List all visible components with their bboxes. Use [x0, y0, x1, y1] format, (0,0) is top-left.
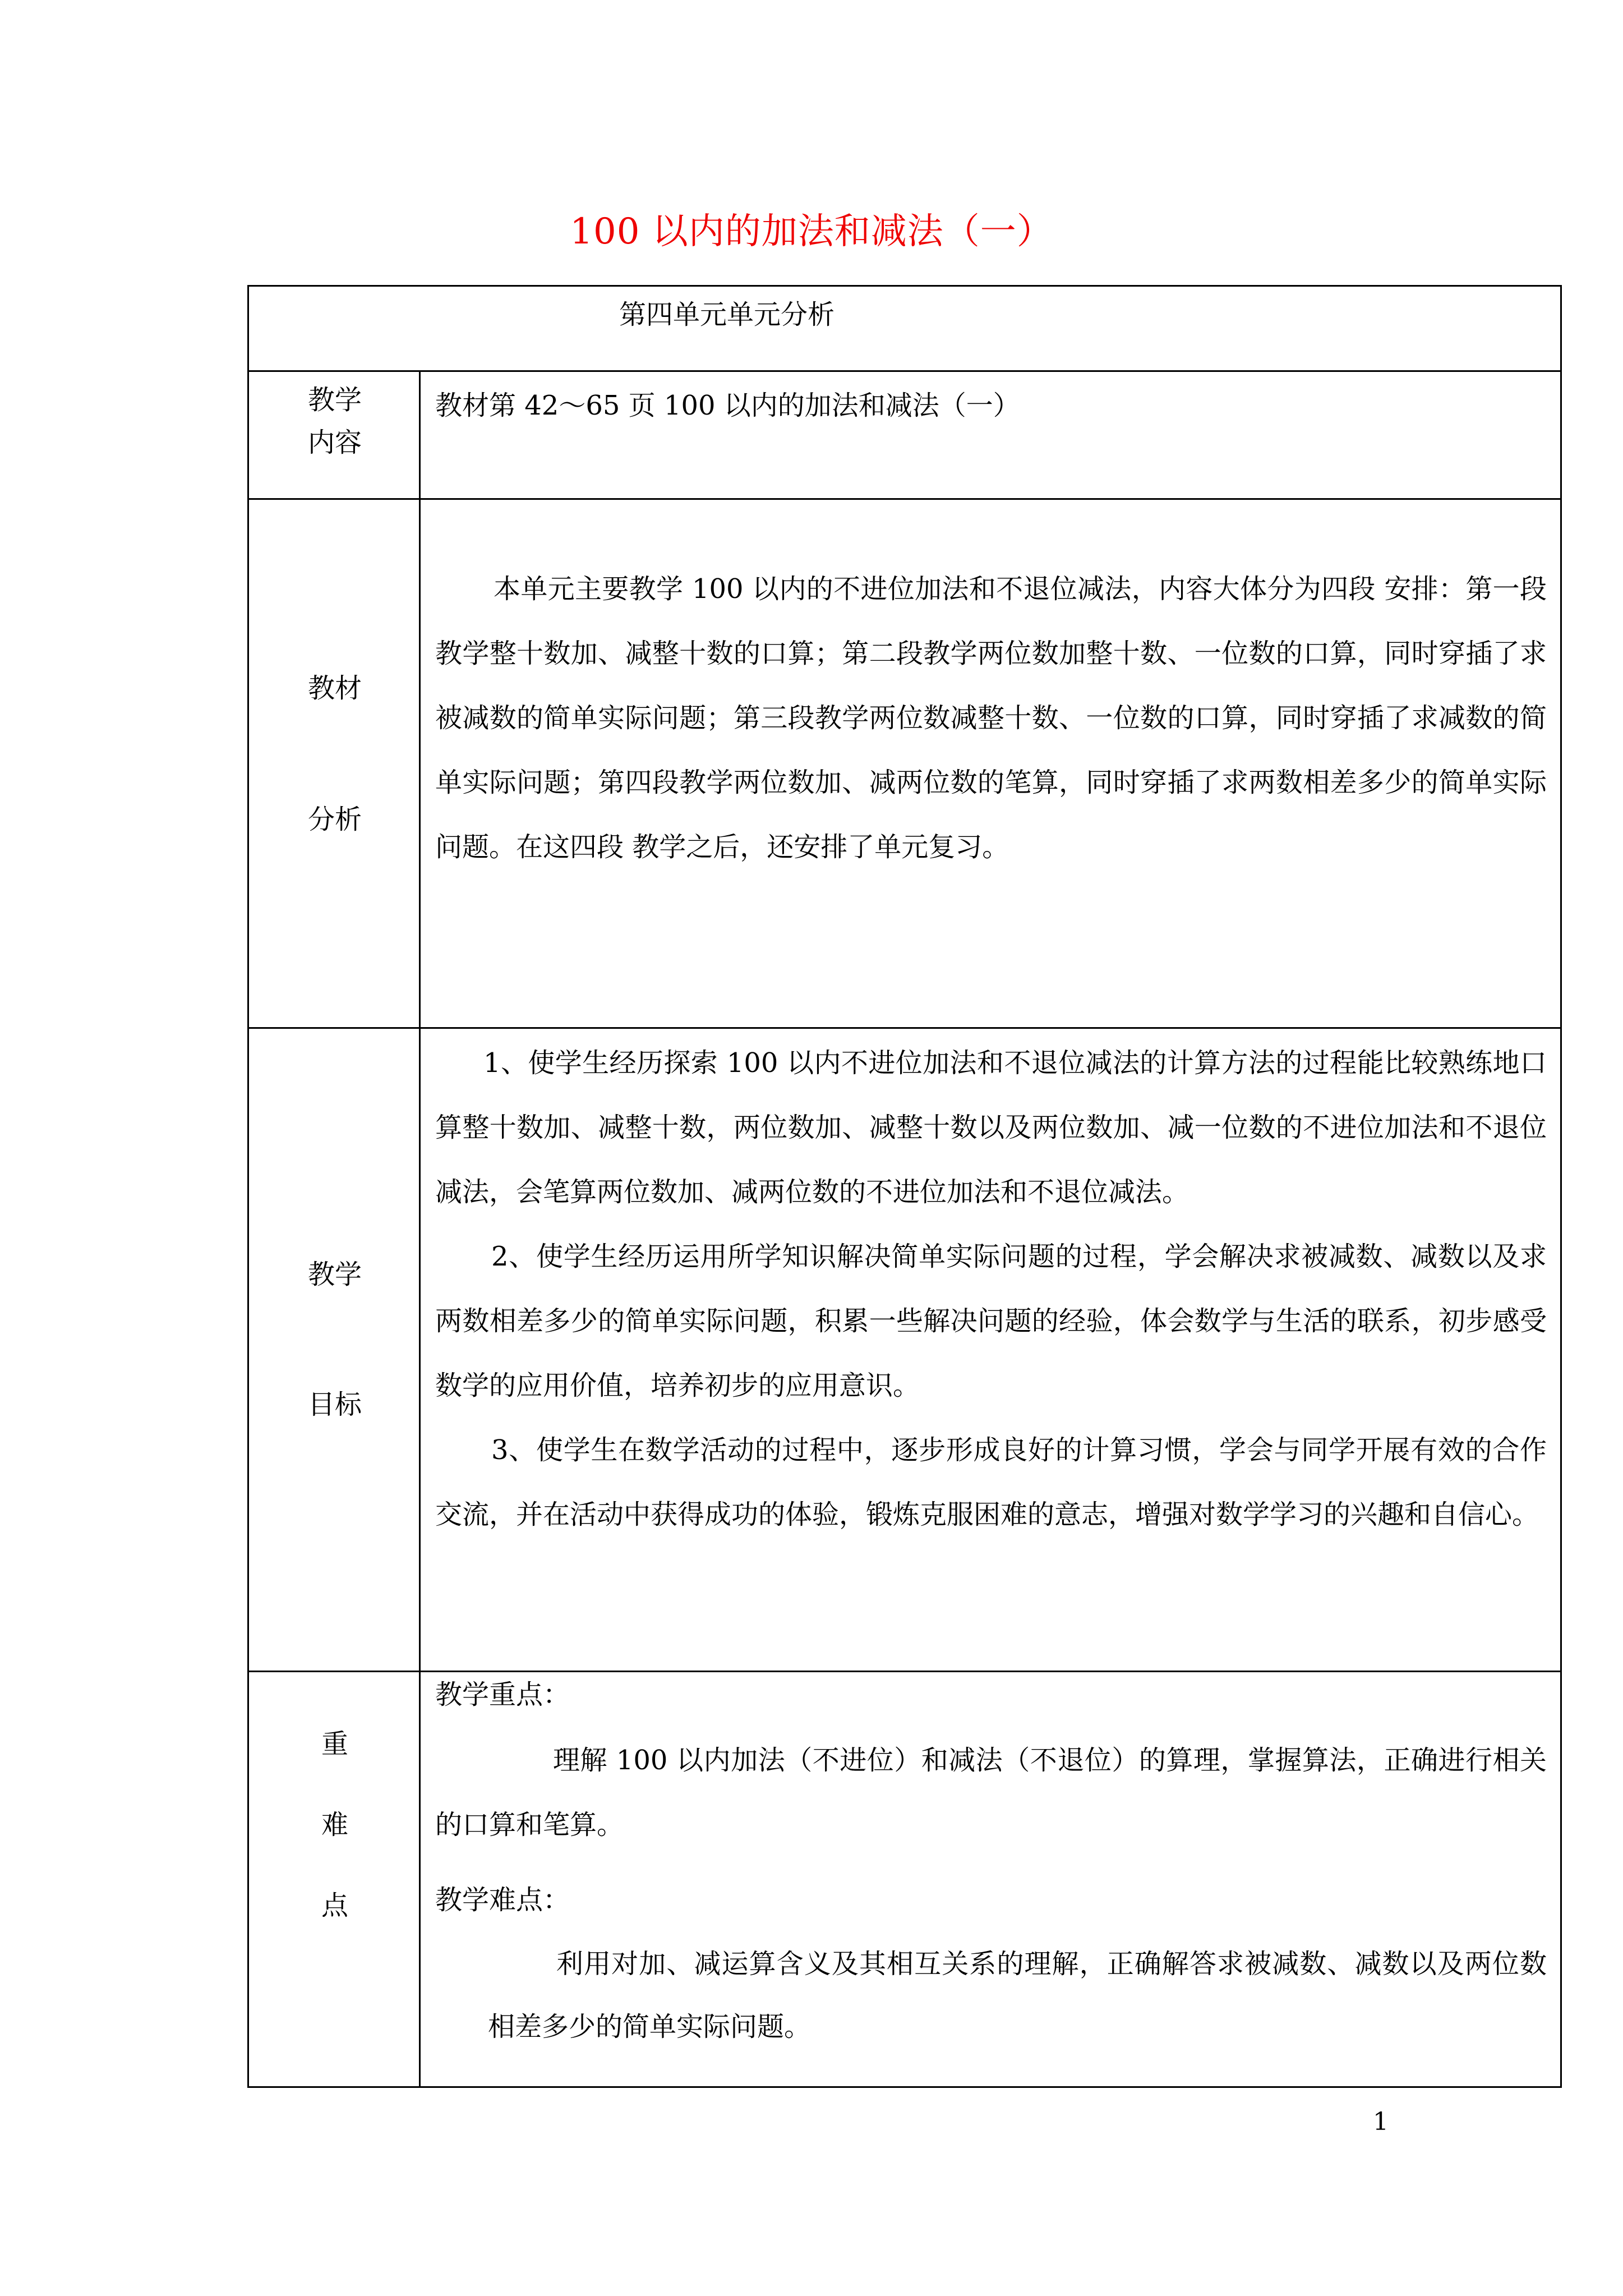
label-line: 教学	[307, 384, 362, 416]
label-line: 难	[321, 1809, 348, 1841]
table-row-teaching-goals	[249, 1029, 1560, 1672]
goal-item: 1、使学生经历探索 100 以内不进位加法和不退位减法的计算方法的过程能比较熟练地口算整十数加、减整十数，两位数加、减整十数以及两位数加、减一位数的不进位加法和不退位减法，会笔算两位数加、减两位数的不进位加法和不退位减法。	[435, 1047, 1547, 1208]
table-row-material-analysis	[249, 500, 1560, 1029]
cell-teaching-content	[421, 372, 1560, 498]
label-line: 内容	[307, 427, 362, 458]
cell-key-difficult-points	[421, 1672, 1560, 2086]
unit-analysis-table	[247, 285, 1562, 2088]
label-line: 目标	[307, 1389, 362, 1420]
table-header: 第四单元单元分析	[619, 299, 835, 330]
material-analysis-text: 本单元主要教学 100 以内的不进位加法和不退位减法，内容大体分为四段 安排：第一段教学整十数加、减整十数的口算；第二段教学两位数加整十数、一位数的口算，同时穿插了求被减数的简单实际问题；第三段教学两位数减整十数、一位数的口算，同时穿插了求减数的简单实际问题；第四段教学两位数加、减两位数的笔算，同时穿插了求两数相差多少的简单实际问题。在这四段 教学之后，还安排了单元复习。	[435, 573, 1547, 863]
cell-material-analysis	[421, 500, 1560, 1027]
label-line: 重	[321, 1728, 348, 1760]
document-title: 100 以内的加法和减法（一）	[570, 211, 1053, 252]
teaching-content-text: 教材第 42～65 页 100 以内的加法和减法（一）	[435, 390, 1020, 421]
label-key-difficult-points	[249, 1672, 421, 2086]
table-row-teaching-content	[249, 372, 1560, 500]
label-line: 点	[321, 1890, 348, 1921]
page-number: 1	[1373, 2108, 1389, 2136]
label-line: 分析	[307, 804, 362, 835]
cell-teaching-goals	[421, 1029, 1560, 1671]
key-point-heading: 教学重点：	[435, 1679, 570, 1710]
label-material-analysis	[249, 500, 421, 1027]
difficulty-text: 利用对加、减运算含义及其相互关系的理解，正确解答求被减数、减数以及两位数相差多少的简单实际问题。	[488, 1948, 1547, 2042]
difficulty-heading: 教学难点：	[435, 1884, 570, 1916]
key-point-text: 理解 100 以内加法（不进位）和减法（不退位）的算理，掌握算法，正确进行相关的口算和笔算。	[435, 1745, 1547, 1841]
goal-item: 2、使学生经历运用所学知识解决简单实际问题的过程，学会解决求被减数、减数以及求两数相差多少的简单实际问题，积累一些解决问题的经验，体会数学与生活的联系，初步感受数学的应用价值，培养初步的应用意识。	[435, 1241, 1547, 1401]
label-teaching-goals	[249, 1029, 421, 1671]
label-line: 教材	[307, 673, 362, 704]
label-teaching-content	[249, 372, 421, 498]
label-line: 教学	[307, 1259, 362, 1290]
table-row-key-difficult-points	[249, 1672, 1560, 2086]
table-header-row	[249, 287, 1560, 372]
goal-item: 3、使学生在数学活动的过程中，逐步形成良好的计算习惯，学会与同学开展有效的合作交流，并在活动中获得成功的体验，锻炼克服困难的意志，增强对数学学习的兴趣和自信心。	[435, 1434, 1547, 1530]
